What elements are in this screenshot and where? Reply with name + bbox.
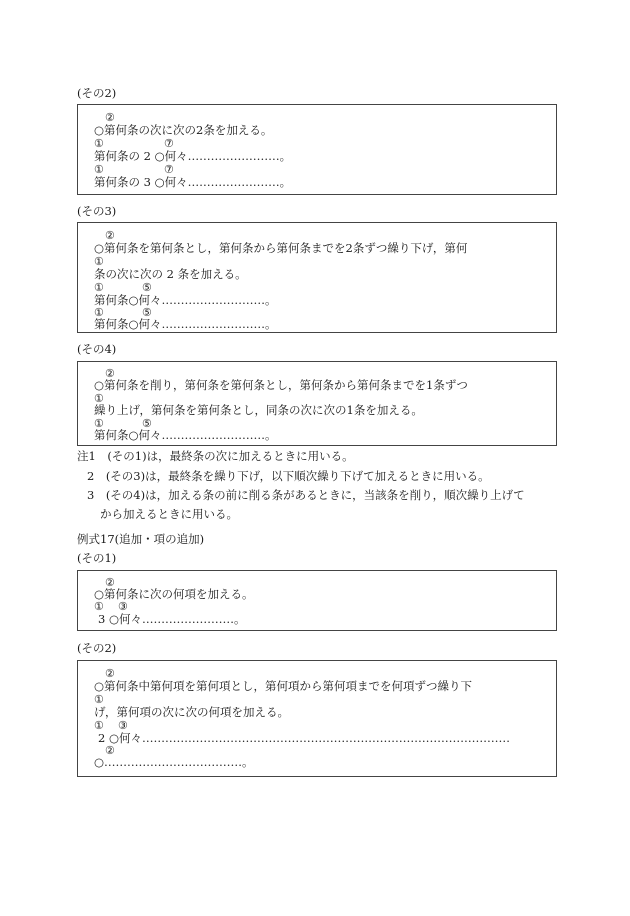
circled-number: ⑤: [142, 417, 152, 430]
circled-number: ⑤: [142, 306, 152, 319]
circled-number: ②: [105, 367, 115, 380]
amendment-line: 繰り上げ，第何条を第何条とし，同条の次に次の1条を加える。: [94, 403, 423, 417]
circled-number: ①: [94, 163, 104, 176]
note-2: 2 (その3)は，最終条を繰り下げ，以下順次繰り下げて加えるときに用いる。: [87, 469, 490, 483]
circled-number: ⑦: [164, 163, 174, 176]
amendment-box: [77, 104, 557, 195]
circled-number: ①: [94, 281, 104, 294]
note-3-continued: から加えるときに用いる。: [100, 507, 238, 521]
circled-number: ①: [94, 306, 104, 319]
amendment-line: 第何条の 3 ○何々……………………。: [94, 175, 292, 189]
note-3: 3 (その4)は，加える条の前に削る条があるときに，当該条を削り，順次繰り上げて: [87, 488, 525, 502]
section-label: (その2): [77, 641, 117, 655]
amendment-box: [77, 361, 557, 446]
circled-number: ②: [105, 576, 115, 589]
amendment-box: [77, 570, 557, 631]
circled-number: ①: [94, 417, 104, 430]
circled-number: ⑦: [164, 137, 174, 150]
section-label: (その2): [77, 86, 117, 100]
amendment-line: ○第何条を第何条とし，第何条から第何条までを2条ずつ繰り下げ，第何: [94, 241, 468, 255]
circled-number: ②: [105, 111, 115, 124]
example-heading: 例式17(追加・項の追加): [77, 532, 205, 546]
amendment-line: 3 ○何々……………………。: [98, 612, 246, 626]
amendment-line: ○第何条を削り，第何条を第何条とし，第何条から第何条までを1条ずつ: [94, 378, 468, 392]
section-label: (その4): [77, 342, 117, 356]
circled-number: ②: [105, 744, 115, 757]
amendment-line: ○………………………………。: [94, 755, 254, 769]
circled-number: ①: [94, 600, 104, 613]
section-label: (その3): [77, 204, 117, 218]
circled-number: ①: [94, 719, 104, 732]
amendment-line: 第何条○何々………………………。: [94, 428, 277, 442]
amendment-line: 第何条○何々………………………。: [94, 293, 277, 307]
amendment-line: ○第何条の次に次の2条を加える。: [94, 123, 273, 137]
circled-number: ①: [94, 255, 104, 268]
amendment-line: ○第何条に次の何項を加える。: [94, 587, 254, 601]
circled-number: ②: [105, 229, 115, 242]
amendment-line: 2 ○何々……………………………………………………………………………………: [98, 731, 511, 745]
amendment-line: げ，第何項の次に次の何項を加える。: [94, 705, 290, 719]
circled-number: ②: [105, 667, 115, 680]
amendment-box: [77, 660, 557, 777]
amendment-line: 第何条○何々………………………。: [94, 317, 277, 331]
amendment-line: 第何条の 2 ○何々……………………。: [94, 149, 292, 163]
circled-number: ①: [94, 137, 104, 150]
note-1: 注1 (その1)は，最終条の次に加えるときに用いる。: [77, 449, 354, 463]
circled-number: ⑤: [142, 281, 152, 294]
circled-number: ③: [118, 600, 128, 613]
circled-number: ①: [94, 392, 104, 405]
amendment-line: ○第何条中第何項を第何項とし，第何項から第何項までを何項ずつ繰り下: [94, 679, 473, 693]
circled-number: ③: [118, 719, 128, 732]
amendment-line: 条の次に次の 2 条を加える。: [94, 267, 247, 281]
section-label: (その1): [77, 551, 117, 565]
amendment-box: [77, 222, 557, 333]
circled-number: ①: [94, 693, 104, 706]
